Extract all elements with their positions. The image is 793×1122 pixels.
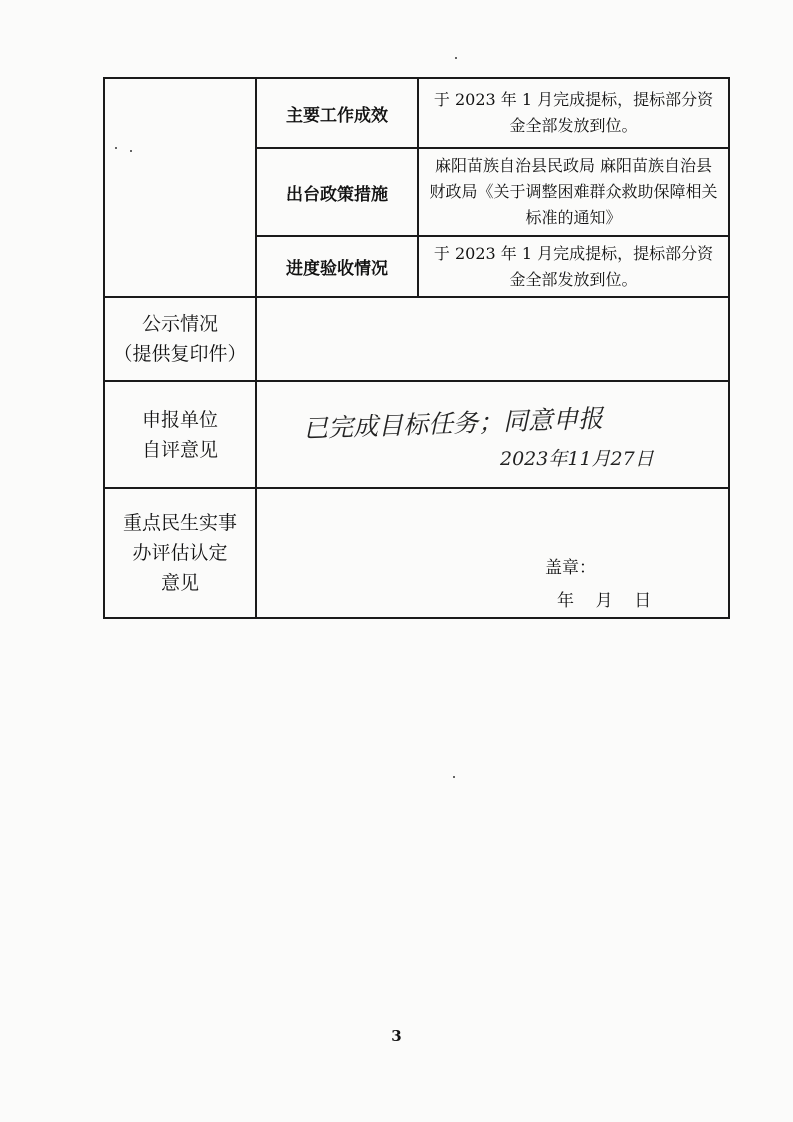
policy-text: 麻阳苗族自治县民政局 麻阳苗族自治县财政局《关于调整困难群众救助保障相关标准的通知》 [418, 148, 729, 236]
assessment-label [104, 488, 256, 618]
assessment-label-line1: 重点民生实事 [122, 512, 237, 534]
handwritten-date: 2023年11月27日 [500, 448, 654, 470]
publicity-label-line2: （提供复印件） [113, 343, 247, 365]
acceptance-text: 于 2023 年 1 月完成提标，提标部分资金全部发放到位。 [418, 236, 729, 297]
publicity-label [104, 297, 256, 381]
acceptance-label: 进度验收情况 [256, 236, 418, 297]
handwritten-opinion: 已完成目标任务；同意申报 [302, 403, 604, 444]
main-results-text: 于 2023 年 1 月完成提标，提标部分资金全部发放到位。 [418, 78, 729, 148]
seal-label: 盖章： [545, 558, 596, 578]
publicity-label-line1: 公示情况 [141, 313, 218, 335]
table-row [104, 78, 729, 148]
assessment-content [256, 488, 729, 618]
scan-speck [455, 57, 457, 59]
table-row [104, 297, 729, 381]
page-number: 3 [391, 1027, 402, 1045]
publicity-content [256, 297, 729, 381]
assessment-label-line3: 意见 [160, 572, 199, 594]
self-eval-label-line2: 自评意见 [141, 438, 218, 461]
policy-label: 出台政策措施 [256, 148, 418, 236]
scan-speck [115, 147, 117, 149]
scan-speck [453, 776, 455, 778]
date-placeholder: 年 月 日 [557, 591, 652, 611]
evaluation-form-table [103, 77, 730, 619]
self-eval-label [104, 381, 256, 488]
scan-speck [130, 150, 132, 152]
merged-empty-cell [104, 78, 256, 297]
self-eval-label-line1: 申报单位 [141, 408, 218, 431]
assessment-label-line2: 办评估认定 [132, 542, 228, 564]
main-results-label: 主要工作成效 [256, 78, 418, 148]
